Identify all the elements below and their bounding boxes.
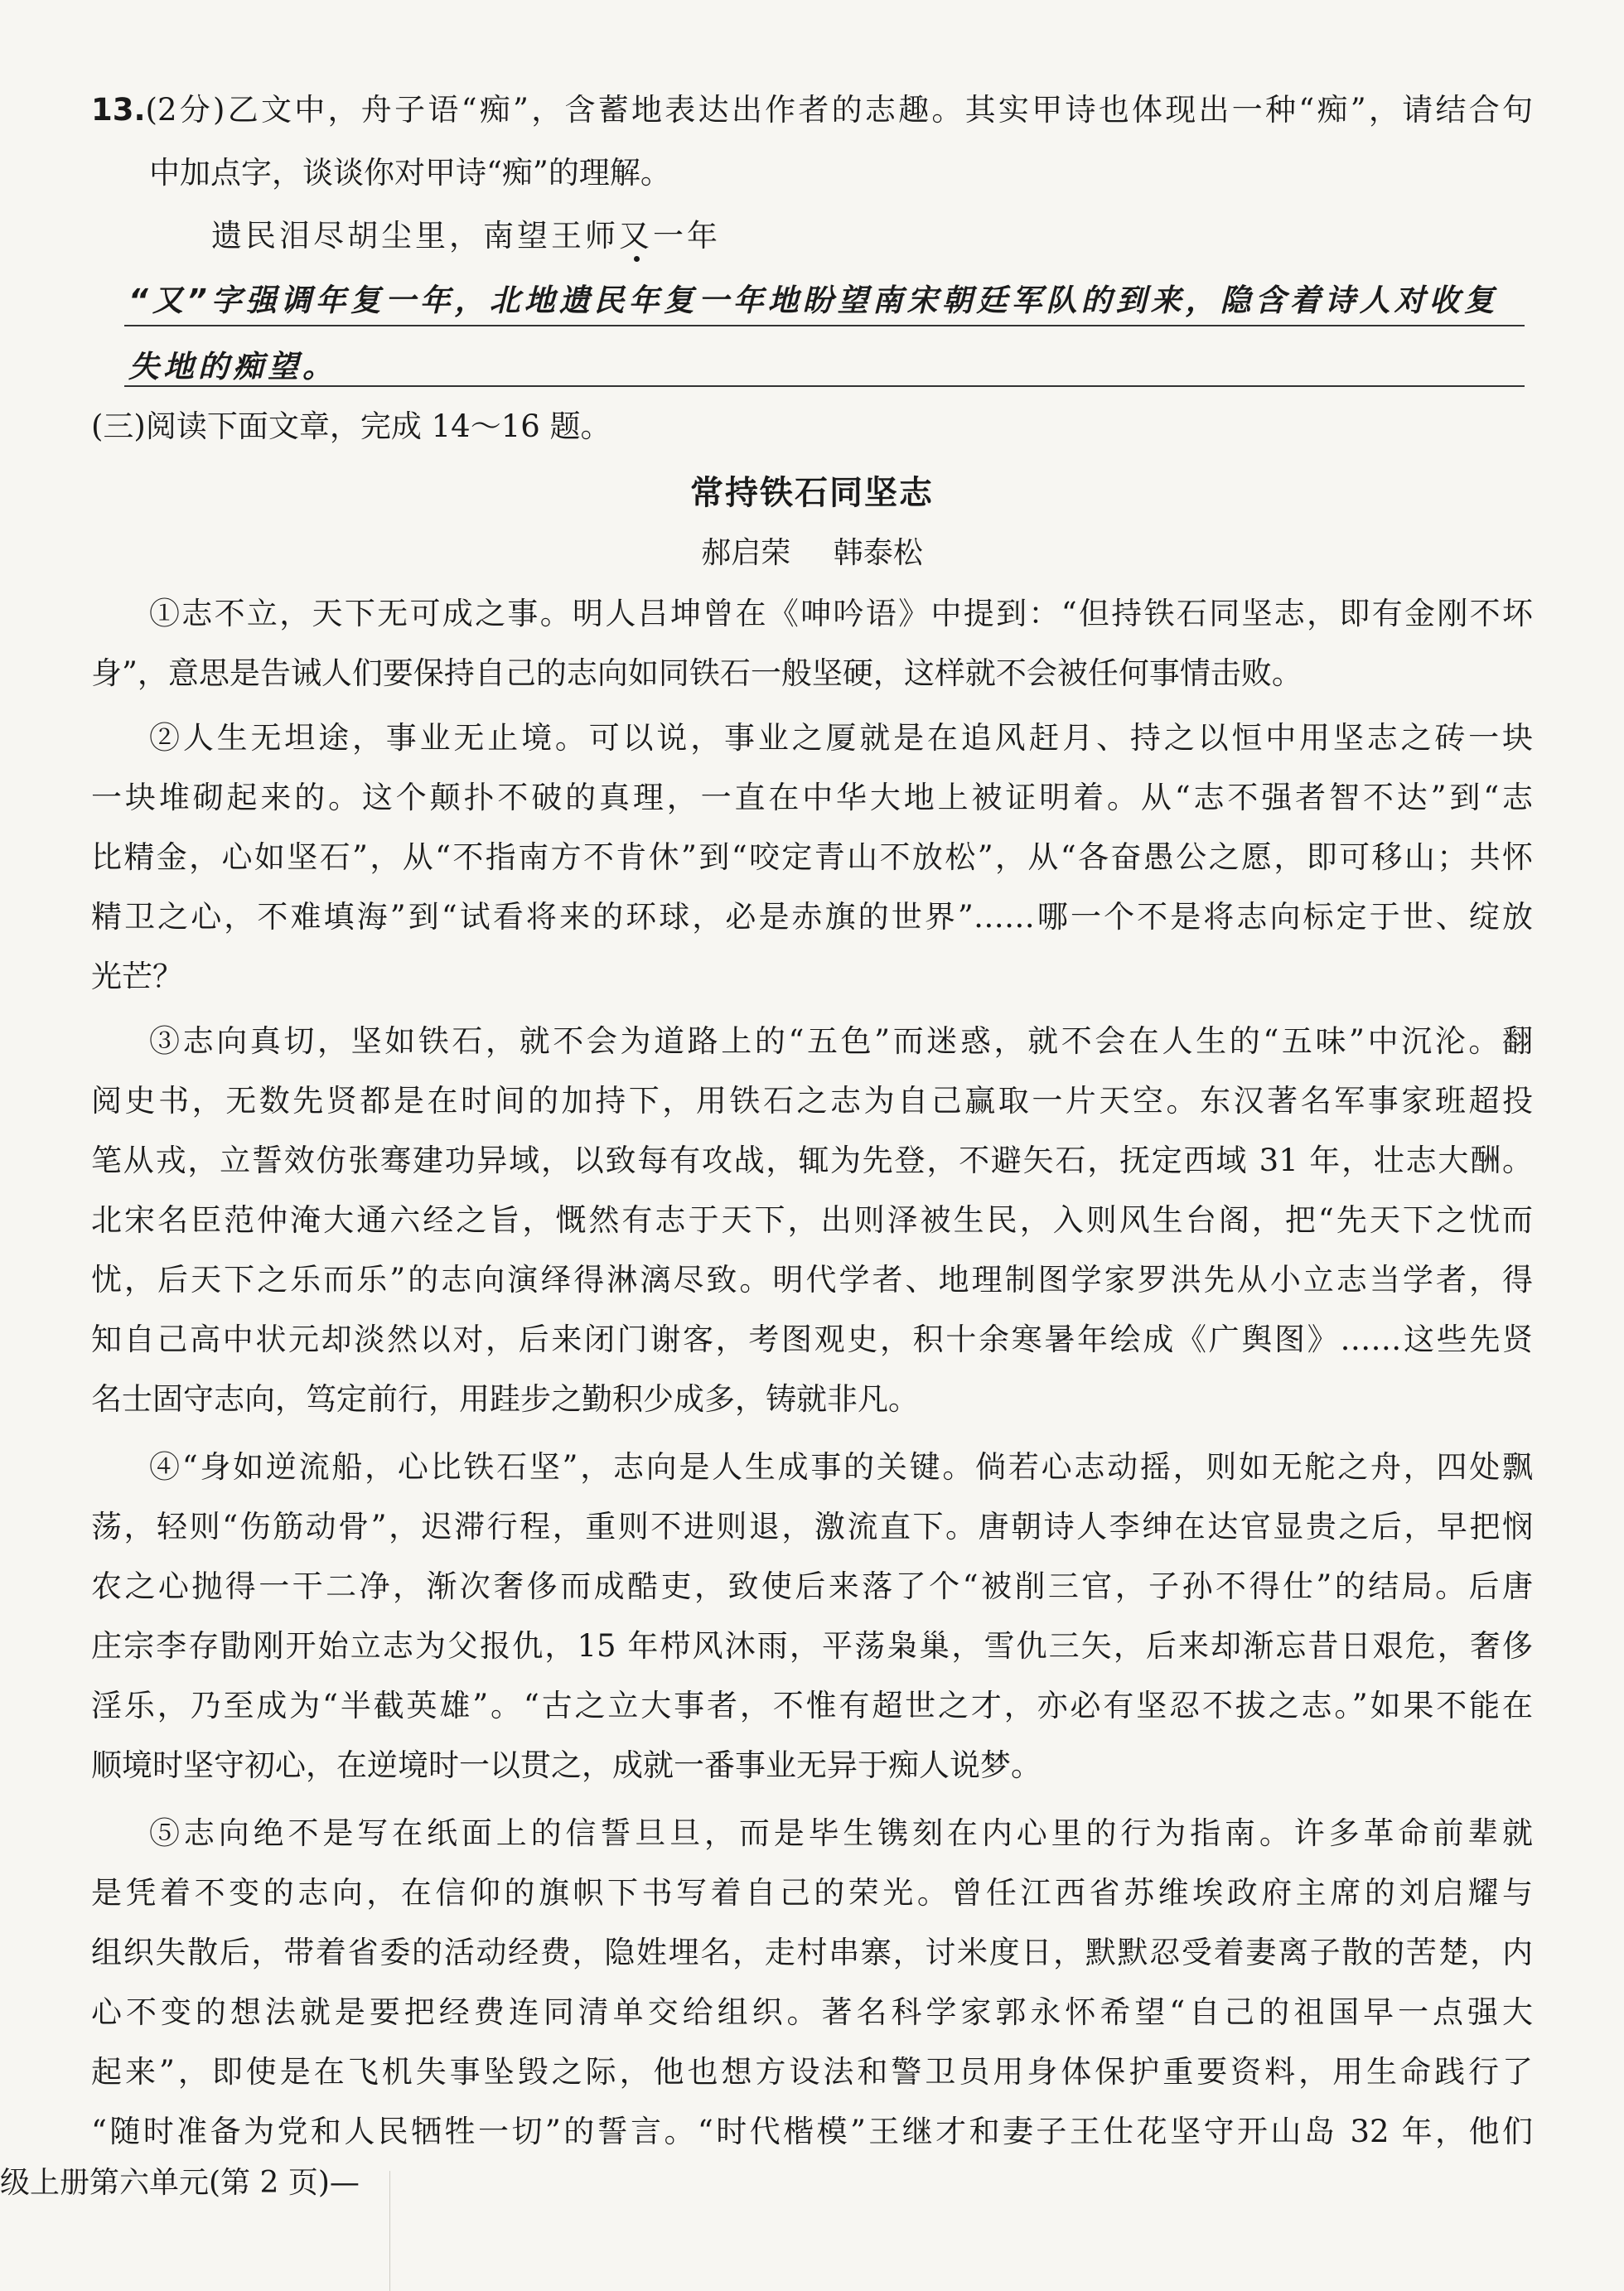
paragraph-5-line-6: “随时准备为党和人民牺牲一切”的誓言。“时代楷模”王继才和妻子王仕花坚守开山岛 32 年，他们 xyxy=(91,2114,1533,2149)
paragraph-4-line-6: 顺境时坚守初心，在逆境时一以贯之，成就一番事业无异于痴人说梦。 xyxy=(91,1747,1042,1783)
q13-line-1 xyxy=(91,91,1533,129)
article-authors: 郝启荣 韩泰松 xyxy=(701,536,923,570)
paragraph-5-line-2: 是凭着不变的志向，在信仰的旗帜下书写着自己的荣光。曾任江西省苏维埃政府主席的刘启耀与 xyxy=(91,1875,1533,1911)
page-fold-line xyxy=(389,2171,390,2291)
paragraph-1-line-1: ①志不立，天下无可成之事。明人吕坤曾在《呻吟语》中提到：“但持铁石同坚志，即有金刚不坏 xyxy=(149,596,1533,631)
paragraph-2-line-4: 精卫之心，不难填海”到“试看将来的环球，必是赤旗的世界”……哪一个不是将志向标定于世、绽放 xyxy=(91,899,1533,935)
paragraph-5-line-4: 心不变的想法就是要把经费连同清单交给组织。著名科学家郭永怀希望“自己的祖国早一点强大 xyxy=(91,1994,1533,2030)
paragraph-2-line-2: 一块堆砌起来的。这个颠扑不破的真理，一直在中华大地上被证明着。从“志不强者智不达”到“志 xyxy=(91,780,1533,815)
paragraph-2-line-1: ②人生无坦途，事业无止境。可以说，事业之厦就是在追风赶月、持之以恒中用坚志之砖一块 xyxy=(149,720,1533,756)
article-title: 常持铁石同坚志 xyxy=(690,474,934,512)
quote-after: 一年 xyxy=(653,218,721,254)
q13-line-2: 中加点字，谈谈你对甲诗“痴”的理解。 xyxy=(149,155,671,191)
q13-quote xyxy=(211,217,1371,255)
paragraph-3-line-5: 忧，后天下之乐而乐”的志向演绎得淋漓尽致。明代学者、地理制图学家罗洪先从小立志当学者，得 xyxy=(91,1262,1533,1298)
q13-number: 13. xyxy=(91,92,146,128)
paragraph-3-line-3: 笔从戎，立誓效仿张骞建功异域，以致每有攻战，辄为先登，不避矢石，抚定西域 31 年，壮志大酬。 xyxy=(91,1143,1533,1178)
paragraph-4-line-3: 农之心抛得一干二净，渐次奢侈而成酷吏，致使后来落了个“被削三官，子孙不得仕”的结局。后唐 xyxy=(91,1568,1533,1604)
answer-underline-1 xyxy=(124,325,1525,326)
q13-answer-line-2: 失地的痴望。 xyxy=(128,349,337,384)
paragraph-4-line-2: 荡，轻则“伤筋动骨”，迟滞行程，重则不进则退，激流直下。唐朝诗人李绅在达官显贵之后，早把悯 xyxy=(91,1509,1533,1544)
paragraph-5-line-5: 起来”，即使是在飞机失事坠毁之际，他也想方设法和警卫员用身体保护重要资料，用生命践行了 xyxy=(91,2054,1533,2090)
paragraph-4-line-1: ④“身如逆流船，心比铁石坚”，志向是人生成事的关键。倘若心志动摇，则如无舵之舟，四处飘 xyxy=(149,1449,1533,1485)
paragraph-3-line-1: ③志向真切，坚如铁石，就不会为道路上的“五色”而迷惑，就不会在人生的“五味”中沉沦。翻 xyxy=(149,1023,1533,1059)
paragraph-3-line-2: 阅史书，无数先贤都是在时间的加持下，用铁石之志为自己赢取一片天空。东汉著名军事家班超投 xyxy=(91,1083,1533,1119)
paragraph-3-line-6: 知自己高中状元却淡然以对，后来闭门谢客，考图观史，积十余寒暑年绘成《广舆图》……这些先贤 xyxy=(91,1322,1533,1357)
paragraph-5-line-1: ⑤志向绝不是写在纸面上的信誓旦旦，而是毕生镌刻在内心里的行为指南。许多革命前辈就 xyxy=(149,1815,1533,1851)
q13-prompt: (2分)乙文中，舟子语“痴”，含蓄地表达出作者的志趣。其实甲诗也体现出一种“痴”，请结合句 xyxy=(145,92,1533,128)
paragraph-5-line-3: 组织失散后，带着省委的活动经费，隐姓埋名，走村串寨，讨米度日，默默忍受着妻离子散的苦楚，内 xyxy=(91,1935,1533,1970)
paragraph-3-line-4: 北宋名臣范仲淹大通六经之旨，慨然有志于天下，出则泽被生民，入则风生台阁，把“先天下之忧而 xyxy=(91,1202,1533,1238)
q13-answer-line-1: “又”字强调年复一年，北地遗民年复一年地盼望南宋朝廷军队的到来，隐含着诗人对收复 xyxy=(128,283,1499,318)
paragraph-2-line-3: 比精金，心如坚石”，从“不指南方不肯休”到“咬定青山不放松”，从“各奋愚公之愿，即可移山；共怀 xyxy=(91,839,1533,875)
paragraph-3-line-7: 名士固守志向，笃定前行，用跬步之勤积少成多，铸就非凡。 xyxy=(91,1381,919,1417)
paragraph-4-line-4: 庄宗李存勖刚开始立志为父报仇，15 年栉风沐雨，平荡枭巢，雪仇三矢，后来却渐忘昔日艰危，奢侈 xyxy=(91,1628,1533,1664)
section-intro: (三)阅读下面文章，完成 14～16 题。 xyxy=(91,408,611,444)
paragraph-2-line-5: 光芒？ xyxy=(91,959,183,994)
dotted-character: 又 xyxy=(619,218,653,254)
paragraph-1-line-2: 身”，意思是告诫人们要保持自己的志向如同铁石一般坚硬，这样就不会被任何事情击败。 xyxy=(91,655,1303,691)
page-footer: 级上册第六单元(第 2 页)— xyxy=(0,2166,360,2200)
answer-underline-2 xyxy=(124,385,1525,387)
quote-before: 遗民泪尽胡尘里，南望王师 xyxy=(211,218,619,254)
paragraph-4-line-5: 淫乐，乃至成为“半截英雄”。“古之立大事者，不惟有超世之才，亦必有坚忍不拔之志。”如果不能在 xyxy=(91,1688,1533,1723)
